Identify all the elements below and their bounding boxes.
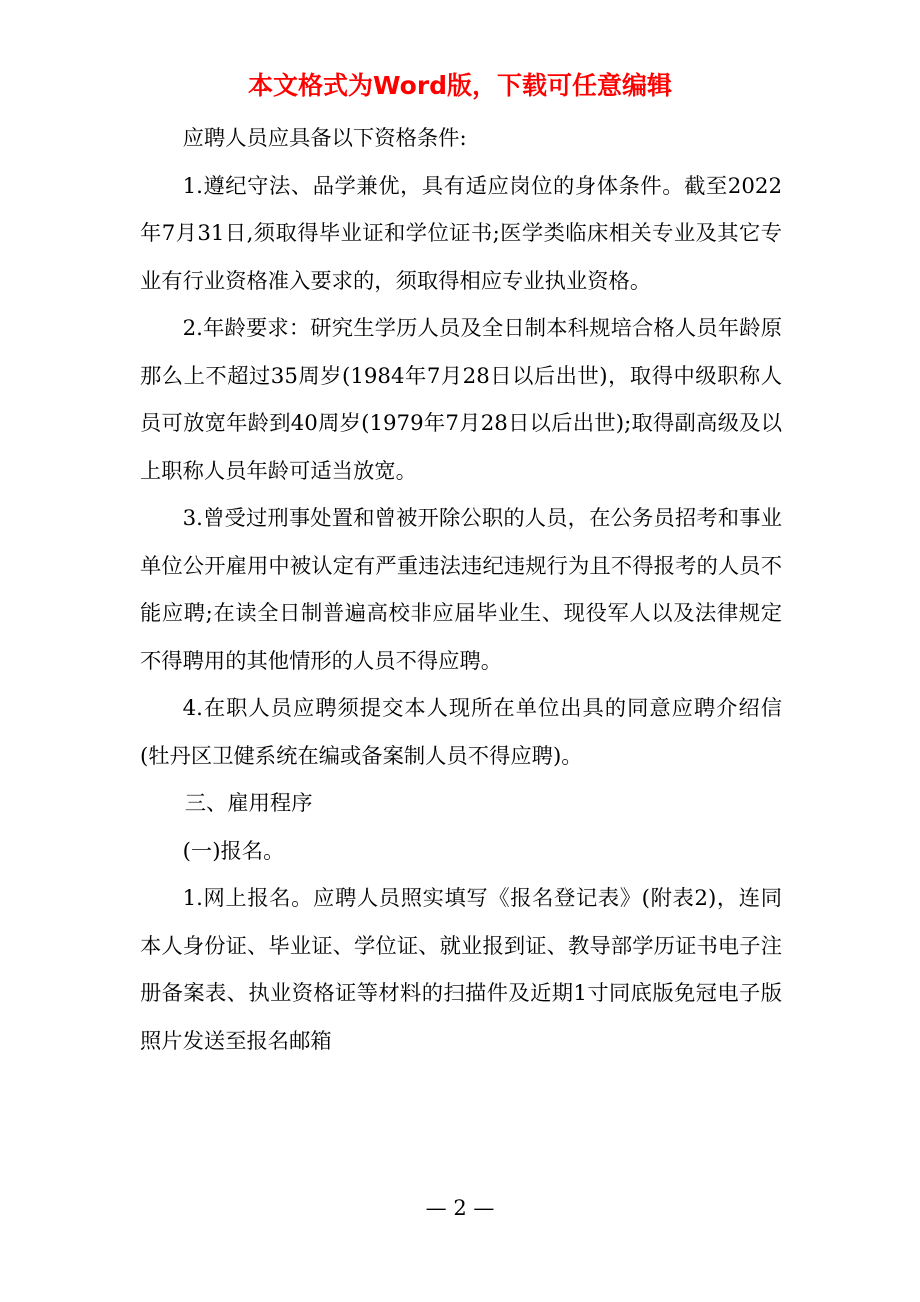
paragraph-qualification-4: 4.在职人员应聘须提交本人现所在单位出具的同意应聘介绍信(牡丹区卫健系统在编或备案制人员不得应聘)。 (140, 696, 782, 769)
section-heading-hiring-procedure: 三、雇用程序 (184, 791, 313, 816)
paragraph-qualification-3: 3.曾受过刑事处置和曾被开除公职的人员，在公务员招考和事业单位公开雇用中被认定有严重违法违纪违规行为且不得报考的人员不能应聘;在读全日制普遍高校非应届毕业生、现役军人以及法律规定不得聘用的其他情形的人员不得应聘。 (140, 506, 782, 674)
paragraph-qualification-2: 2.年龄要求：研究生学历人员及全日制本科规培合格人员年龄原那么上不超过35周岁(1984年7月28日以后出世)，取得中级职称人员可放宽年龄到40周岁(1979年7月28日以后出世);取得副高级及以上职称人员年龄可适当放宽。 (140, 316, 782, 484)
page-number: — 2 — (425, 1196, 495, 1220)
paragraph-qualifications-intro: 应聘人员应具备以下资格条件: (182, 126, 467, 151)
subsection-heading-registration: (一)报名。 (182, 838, 285, 864)
document-body (140, 115, 782, 1065)
paragraph-online-registration: 1.网上报名。应聘人员照实填写《报名登记表》(附表2)，连同本人身份证、毕业证、学位证、就业报到证、教导部学历证书电子注册备案表、执业资格证等材料的扫描件及近期1寸同底版免冠电子版照片发送至报名邮箱 (140, 886, 782, 1054)
download-banner: 本文格式为Word版，下载可任意编辑 (247, 71, 673, 100)
paragraph-qualification-1: 1.遵纪守法、品学兼优，具有适应岗位的身体条件。截至2022年7月31日,须取得毕业证和学位证书;医学类临床相关专业及其它专业有行业资格准入要求的，须取得相应专业执业资格。 (140, 173, 782, 294)
